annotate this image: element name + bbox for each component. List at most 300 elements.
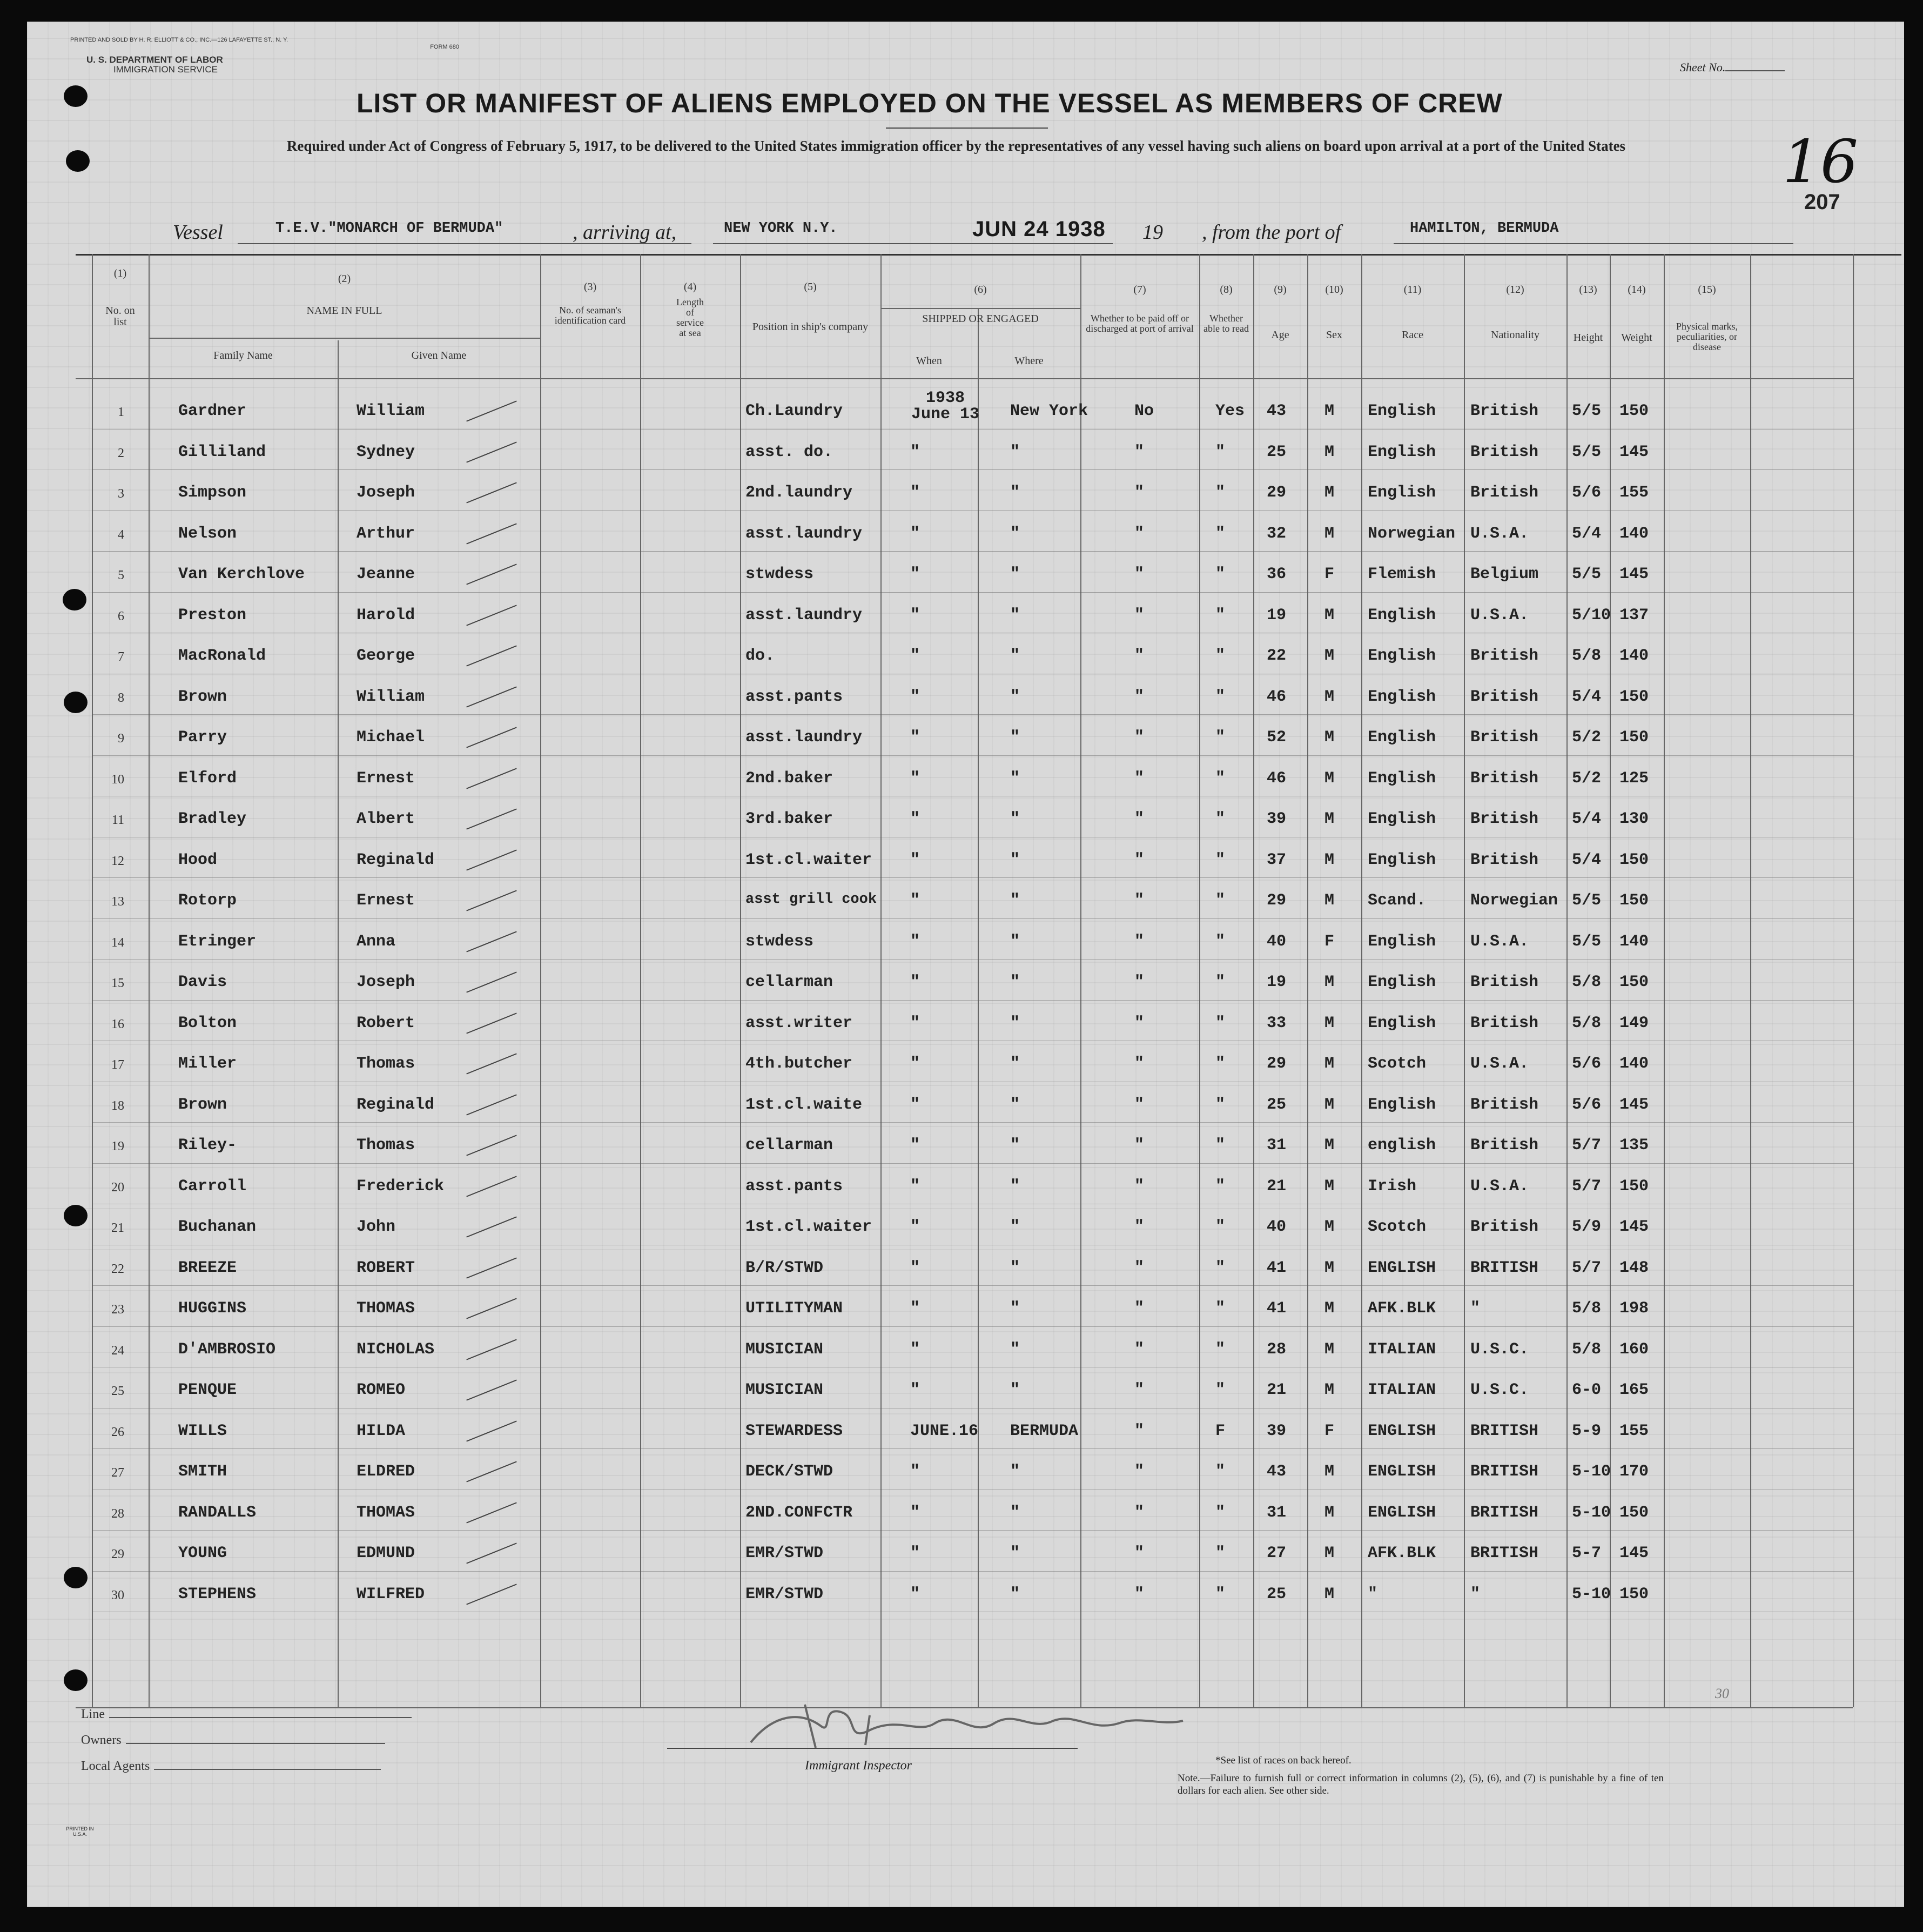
cell-when: JUNE.16 — [910, 1421, 979, 1440]
cell-weight: 140 — [1619, 932, 1649, 951]
table-row — [76, 1001, 1853, 1042]
cell-paid: " — [1134, 1014, 1145, 1032]
cell-weight: 150 — [1619, 1585, 1649, 1604]
cell-age: 41 — [1267, 1299, 1287, 1318]
row-number: 6 — [118, 609, 124, 623]
cell-height: 5/5 — [1572, 891, 1602, 910]
cell-when: " — [910, 973, 920, 991]
cell-race: Flemish — [1368, 565, 1436, 583]
cell-weight: 140 — [1619, 524, 1649, 543]
cell-nat: U.S.A. — [1470, 524, 1529, 543]
check-mark — [466, 768, 516, 789]
cell-position: 4th.butcher — [745, 1055, 853, 1073]
row-rule — [92, 1163, 1853, 1164]
table-row — [76, 1164, 1853, 1205]
given-name-header: Given Name — [411, 350, 467, 361]
cell-sex: M — [1324, 810, 1335, 828]
cell-when: " — [910, 1218, 920, 1236]
table-row — [76, 1572, 1853, 1613]
cell-race: English — [1368, 769, 1436, 788]
check-mark — [466, 727, 516, 748]
cell-given: William — [357, 687, 425, 706]
table-row — [76, 838, 1853, 879]
pencil-mark: 30 — [1715, 1686, 1729, 1701]
row-rule — [92, 1571, 1853, 1572]
cell-given: THOMAS — [357, 1299, 415, 1318]
cell-paid: " — [1134, 973, 1145, 991]
cell-paid: " — [1134, 1585, 1145, 1604]
cell-height: 5/7 — [1572, 1136, 1602, 1155]
cell-position: asst.pants — [745, 1177, 843, 1196]
cell-weight: 140 — [1619, 1055, 1649, 1073]
cell-position: asst. do. — [745, 442, 833, 461]
cell-paid: " — [1134, 484, 1145, 502]
cell-position: asst.writer — [745, 1014, 853, 1032]
check-mark — [466, 849, 516, 870]
cell-weight: 150 — [1619, 1177, 1649, 1196]
underline — [1394, 243, 1793, 244]
cell-age: 27 — [1267, 1544, 1287, 1562]
cell-read: " — [1215, 769, 1226, 788]
table-row — [76, 1083, 1853, 1124]
cell-height: 5/8 — [1572, 1014, 1602, 1032]
cell-sex: M — [1324, 1381, 1335, 1399]
cell-when: " — [910, 442, 920, 461]
cell-race: English — [1368, 647, 1436, 665]
cell-family: YOUNG — [178, 1544, 227, 1562]
cell-read: " — [1215, 728, 1226, 747]
cell-read: F — [1215, 1421, 1226, 1440]
cell-paid: " — [1134, 1503, 1145, 1522]
cell-sex: M — [1324, 891, 1335, 910]
cell-family: Bolton — [178, 1014, 237, 1032]
cell-where: " — [1010, 484, 1020, 502]
cell-race: ITALIAN — [1368, 1340, 1436, 1359]
row-number: 25 — [111, 1384, 124, 1398]
check-mark — [466, 1135, 516, 1156]
cell-where: " — [1010, 647, 1020, 665]
cell-given: Jeanne — [357, 565, 415, 583]
cell-read: " — [1215, 932, 1226, 951]
cell-age: 46 — [1267, 769, 1287, 788]
cell-family: Elford — [178, 769, 237, 788]
cell-weight: 150 — [1619, 402, 1649, 420]
cell-race: ENGLISH — [1368, 1421, 1436, 1440]
cell-where: " — [1010, 1340, 1020, 1359]
cell-sex: F — [1324, 932, 1335, 951]
cell-weight: 198 — [1619, 1299, 1649, 1318]
row-number: 18 — [111, 1098, 124, 1113]
cell-read: " — [1215, 1055, 1226, 1073]
cell-height: 5/4 — [1572, 524, 1602, 543]
cell-height: 5/5 — [1572, 932, 1602, 951]
check-mark — [466, 686, 516, 707]
cell-given: Ernest — [357, 891, 415, 910]
cell-given: Sydney — [357, 442, 415, 461]
row-number: 15 — [111, 976, 124, 990]
cell-when: " — [910, 1463, 920, 1481]
local-agents-field: Local Agents — [81, 1759, 381, 1774]
cell-read: " — [1215, 524, 1226, 543]
from-label: , from the port of — [1202, 221, 1341, 244]
owners-field: Owners — [81, 1733, 385, 1748]
cell-when: " — [910, 1055, 920, 1073]
cell-sex: M — [1324, 1299, 1335, 1318]
row-number: 19 — [111, 1139, 124, 1153]
cell-weight: 149 — [1619, 1014, 1649, 1032]
cell-age: 39 — [1267, 810, 1287, 828]
cell-position: asst.pants — [745, 687, 843, 706]
cell-race: English — [1368, 484, 1436, 502]
table-row — [76, 1042, 1853, 1083]
row-number: 26 — [111, 1425, 124, 1439]
cell-height: 5-7 — [1572, 1544, 1602, 1562]
row-number: 5 — [118, 568, 124, 582]
col-header: NAME IN FULL — [306, 305, 382, 317]
cell-family: Riley- — [178, 1136, 237, 1155]
cell-read: " — [1215, 891, 1226, 910]
cell-age: 32 — [1267, 524, 1287, 543]
cell-family: Hood — [178, 850, 218, 869]
check-mark — [466, 1584, 516, 1605]
cell-paid: " — [1134, 524, 1145, 543]
cell-read: " — [1215, 1136, 1226, 1155]
cell-given: Joseph — [357, 973, 415, 991]
sheet-number-label: Sheet No. — [1680, 61, 1785, 75]
cell-sex: M — [1324, 769, 1335, 788]
row-rule — [92, 918, 1853, 919]
cell-family: Davis — [178, 973, 227, 991]
cell-weight: 150 — [1619, 891, 1649, 910]
cell-nat: " — [1470, 1585, 1481, 1604]
cell-age: 29 — [1267, 484, 1287, 502]
cell-family: Brown — [178, 687, 227, 706]
check-mark — [466, 523, 516, 544]
cell-paid: " — [1134, 1258, 1145, 1277]
cell-position: cellarman — [745, 1136, 833, 1155]
cell-sex: M — [1324, 524, 1335, 543]
cell-nat: British — [1470, 850, 1539, 869]
cell-nat: British — [1470, 973, 1539, 991]
cell-sex: M — [1324, 1503, 1335, 1522]
cell-age: 29 — [1267, 1055, 1287, 1073]
row-rule — [92, 877, 1853, 878]
row-number: 10 — [111, 772, 124, 787]
cell-given: Robert — [357, 1014, 415, 1032]
cell-when: " — [910, 1503, 920, 1522]
arriving-port: NEW YORK N.Y. — [724, 220, 838, 237]
cell-position: DECK/STWD — [745, 1463, 833, 1481]
cell-given: Thomas — [357, 1136, 415, 1155]
cell-family: Brown — [178, 1095, 227, 1114]
cell-race: ENGLISH — [1368, 1503, 1436, 1522]
department-heading: U. S. DEPARTMENT OF LABOR IMMIGRATION SERVICE — [86, 55, 223, 75]
cell-family: STEPHENS — [178, 1585, 257, 1604]
cell-race: English — [1368, 402, 1436, 420]
row-rule — [92, 551, 1853, 552]
cell-sex: M — [1324, 1544, 1335, 1562]
line-field: Line — [81, 1707, 412, 1722]
cell-age: 39 — [1267, 1421, 1287, 1440]
table-row — [76, 430, 1853, 471]
cell-sex: F — [1324, 1421, 1335, 1440]
cell-where: " — [1010, 1381, 1020, 1399]
cell-weight: 150 — [1619, 687, 1649, 706]
cell-when: " — [910, 484, 920, 502]
cell-position: do. — [745, 647, 775, 665]
cell-given: WILFRED — [357, 1585, 425, 1604]
col-header: Whether to be paid off or discharged at port of arrival — [1086, 313, 1194, 334]
cell-weight: 145 — [1619, 565, 1649, 583]
vessel-line — [173, 216, 1793, 249]
cell-sex: M — [1324, 1014, 1335, 1032]
manifest-sheet — [27, 22, 1904, 1907]
cell-weight: 125 — [1619, 769, 1649, 788]
cell-when: " — [910, 850, 920, 869]
cell-family: Rotorp — [178, 891, 237, 910]
cell-race: English — [1368, 850, 1436, 869]
cell-height: 5/6 — [1572, 1095, 1602, 1114]
cell-family: Bradley — [178, 810, 247, 828]
col-header: SHIPPED OR ENGAGED — [922, 313, 1039, 325]
punch-hole — [66, 150, 90, 172]
cell-given: Reginald — [357, 1095, 435, 1114]
cell-given: Michael — [357, 728, 425, 747]
cell-given: ROBERT — [357, 1258, 415, 1277]
cell-when: 1938 June 13 — [911, 389, 980, 424]
cell-weight: 155 — [1619, 484, 1649, 502]
cell-weight: 137 — [1619, 606, 1649, 625]
cell-nat: Norwegian — [1470, 891, 1558, 910]
cell-weight: 135 — [1619, 1136, 1649, 1155]
table-row — [76, 634, 1853, 675]
cell-weight: 150 — [1619, 728, 1649, 747]
cell-given: Anna — [357, 932, 396, 951]
cell-read: " — [1215, 1544, 1226, 1562]
cell-nat: U.S.A. — [1470, 932, 1529, 951]
cell-read: " — [1215, 442, 1226, 461]
page-number: 207 — [1804, 190, 1840, 214]
where-header: Where — [1014, 355, 1044, 367]
underline — [924, 243, 1113, 244]
cell-weight: 148 — [1619, 1258, 1649, 1277]
cell-position: UTILITYMAN — [745, 1299, 843, 1318]
cell-sex: M — [1324, 647, 1335, 665]
cell-nat: British — [1470, 769, 1539, 788]
cell-when: " — [910, 932, 920, 951]
cell-age: 46 — [1267, 687, 1287, 706]
cell-where: " — [1010, 1544, 1020, 1562]
cell-height: 5/9 — [1572, 1218, 1602, 1236]
cell-where: " — [1010, 1014, 1020, 1032]
cell-when: " — [910, 1299, 920, 1318]
cell-sex: M — [1324, 1136, 1335, 1155]
cell-when: " — [910, 687, 920, 706]
cell-read: " — [1215, 973, 1226, 991]
check-mark — [466, 971, 516, 992]
cell-height: 5-10 — [1572, 1463, 1611, 1481]
cell-weight: 165 — [1619, 1381, 1649, 1399]
check-mark — [466, 1216, 516, 1237]
cell-family: WILLS — [178, 1421, 227, 1440]
cell-given: Albert — [357, 810, 415, 828]
cell-height: 5/7 — [1572, 1258, 1602, 1277]
cell-nat: U.S.A. — [1470, 606, 1529, 625]
col-number: (10) — [1325, 284, 1343, 296]
date-stamp: JUN 24 1938 — [972, 217, 1106, 241]
cell-paid: No — [1134, 402, 1154, 420]
cell-position: asst.laundry — [745, 524, 863, 543]
row-number: 4 — [118, 527, 124, 542]
cell-race: English — [1368, 810, 1436, 828]
cell-paid: " — [1134, 932, 1145, 951]
printer-imprint: PRINTED AND SOLD BY H. R. ELLIOTT & CO., INC.—126 LAFAYETTE ST., N. Y. FORM 680 — [70, 37, 459, 50]
cell-read: " — [1215, 606, 1226, 625]
cell-age: 41 — [1267, 1258, 1287, 1277]
row-rule — [92, 959, 1853, 960]
row-rule — [92, 714, 1853, 715]
check-mark — [466, 441, 516, 462]
check-mark — [466, 1012, 516, 1034]
col-header: Weight — [1621, 332, 1652, 344]
cell-age: 19 — [1267, 606, 1287, 625]
races-note: *See list of races on back hereof. — [1215, 1755, 1352, 1766]
cell-height: 5/7 — [1572, 1177, 1602, 1196]
table-row — [76, 1286, 1853, 1327]
vessel-label: Vessel — [173, 221, 223, 244]
cell-given: Frederick — [357, 1177, 445, 1196]
cell-family: Parry — [178, 728, 227, 747]
cell-age: 28 — [1267, 1340, 1287, 1359]
cell-family: SMITH — [178, 1463, 227, 1481]
cell-where: " — [1010, 1299, 1020, 1318]
cell-position: 1st.cl.waiter — [745, 850, 872, 869]
cell-race: AFK.BLK — [1368, 1299, 1436, 1318]
row-number: 30 — [111, 1588, 124, 1602]
cell-age: 40 — [1267, 1218, 1287, 1236]
row-rule — [92, 1285, 1853, 1286]
cell-read: " — [1215, 1585, 1226, 1604]
cell-where: " — [1010, 565, 1020, 583]
cell-nat: British — [1470, 1014, 1539, 1032]
cell-sex: M — [1324, 606, 1335, 625]
cell-when: " — [910, 810, 920, 828]
cell-position: 2ND.CONFCTR — [745, 1503, 853, 1522]
col-number: (3) — [583, 281, 597, 293]
check-mark — [466, 931, 516, 952]
table-row — [76, 878, 1853, 920]
row-rule — [92, 1530, 1853, 1531]
cell-read: " — [1215, 1340, 1226, 1359]
col-header: Position in ship's company — [752, 321, 869, 333]
cell-family: Van Kerchlove — [178, 565, 305, 583]
cell-paid: " — [1134, 647, 1145, 665]
cell-race: english — [1368, 1136, 1436, 1155]
cell-when: " — [910, 565, 920, 583]
cell-age: 29 — [1267, 891, 1287, 910]
row-number: 27 — [111, 1466, 124, 1480]
check-mark — [466, 1298, 516, 1319]
check-mark — [466, 1339, 516, 1360]
table-row — [76, 1531, 1853, 1572]
inspector-signature — [740, 1694, 1215, 1753]
cell-age: 40 — [1267, 932, 1287, 951]
cell-nat: BRITISH — [1470, 1421, 1539, 1440]
cell-paid: " — [1134, 810, 1145, 828]
cell-family: Buchanan — [178, 1218, 257, 1236]
row-rule — [92, 1000, 1853, 1001]
col-header: No. on list — [105, 305, 135, 328]
cell-paid: " — [1134, 728, 1145, 747]
cell-weight: 150 — [1619, 850, 1649, 869]
cell-when: " — [910, 1544, 920, 1562]
cell-given: John — [357, 1218, 396, 1236]
cell-when: " — [910, 1585, 920, 1604]
cell-height: 5/6 — [1572, 1055, 1602, 1073]
row-number: 24 — [111, 1343, 124, 1358]
penalty-note: Note.—Failure to furnish full or correct information in columns (2), (5), (6), and (7) is punishable by a fine of ten dollars for each alien. See other side. — [1178, 1773, 1664, 1796]
cell-when: " — [910, 1340, 920, 1359]
cell-paid: " — [1134, 891, 1145, 910]
col-number: (8) — [1220, 284, 1233, 296]
cell-height: 5/6 — [1572, 484, 1602, 502]
cell-height: 5/4 — [1572, 687, 1602, 706]
cell-position: Ch.Laundry — [745, 402, 843, 420]
check-mark — [466, 400, 516, 421]
cell-nat: British — [1470, 728, 1539, 747]
row-number: 23 — [111, 1303, 124, 1317]
inspector-label: Immigrant Inspector — [805, 1759, 912, 1773]
cell-family: Miller — [178, 1055, 237, 1073]
row-rule — [92, 1122, 1853, 1123]
row-rule — [92, 1326, 1853, 1327]
table-row — [76, 1246, 1853, 1287]
check-mark — [466, 1461, 516, 1482]
cell-sex: M — [1324, 728, 1335, 747]
cell-height: 5/4 — [1572, 810, 1602, 828]
col-header: Race — [1402, 329, 1423, 341]
cell-paid: " — [1134, 1218, 1145, 1236]
cell-weight: 145 — [1619, 442, 1649, 461]
col-header: Length of service at sea — [676, 297, 704, 338]
cell-height: 5/5 — [1572, 402, 1602, 420]
cell-where: " — [1010, 1177, 1020, 1196]
check-mark — [466, 1176, 516, 1197]
row-rule — [92, 469, 1853, 470]
cell-age: 22 — [1267, 647, 1287, 665]
cell-sex: M — [1324, 442, 1335, 461]
cell-weight: 145 — [1619, 1544, 1649, 1562]
cell-age: 43 — [1267, 1463, 1287, 1481]
cell-sex: M — [1324, 1095, 1335, 1114]
cell-nat: British — [1470, 647, 1539, 665]
col-number: (1) — [113, 267, 127, 279]
cell-where: New York — [1010, 402, 1088, 420]
cell-race: Scotch — [1368, 1055, 1427, 1073]
cell-nat: British — [1470, 442, 1539, 461]
cell-family: BREEZE — [178, 1258, 237, 1277]
cell-race: English — [1368, 606, 1436, 625]
family-name-header: Family Name — [213, 350, 273, 361]
cell-height: 5/8 — [1572, 973, 1602, 991]
col-number: (11) — [1403, 284, 1422, 296]
col-number: (9) — [1274, 284, 1287, 296]
cell-given: EDMUND — [357, 1544, 415, 1562]
col-header: Nationality — [1491, 329, 1539, 341]
cell-paid: " — [1134, 1177, 1145, 1196]
cell-given: Ernest — [357, 769, 415, 788]
row-number: 12 — [111, 854, 124, 868]
